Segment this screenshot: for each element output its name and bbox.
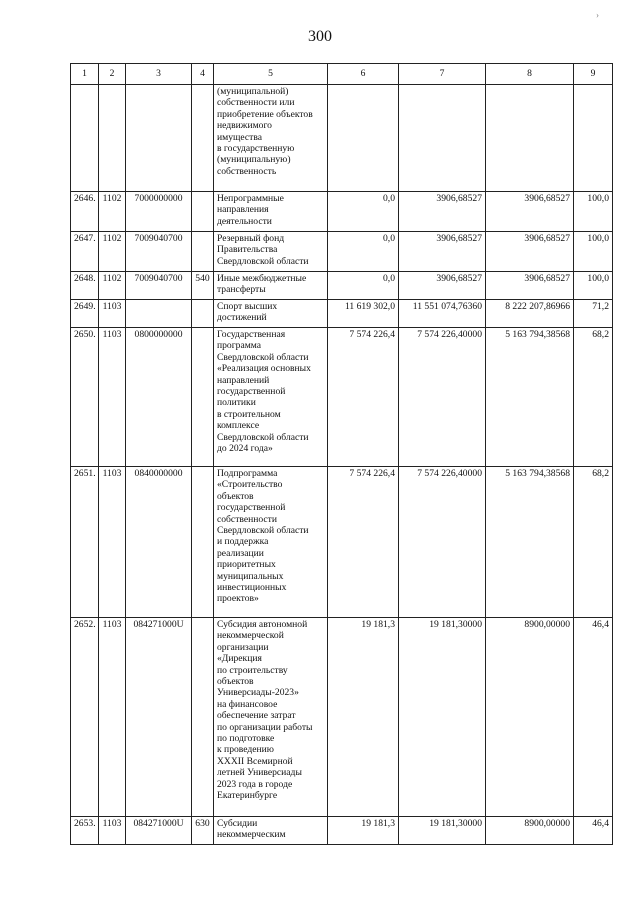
section-code: 1103 bbox=[99, 817, 126, 845]
table-row bbox=[71, 85, 613, 192]
col-header-9: 9 bbox=[574, 64, 613, 85]
approved-amount bbox=[328, 85, 399, 192]
approved-amount: 0,0 bbox=[328, 192, 399, 232]
executed-amount: 5 163 794,38568 bbox=[486, 328, 574, 467]
section-code: 1103 bbox=[99, 300, 126, 328]
item-name: Резервный фонд Правительства Свердловской области bbox=[214, 232, 328, 272]
row-number: 2653. bbox=[71, 817, 99, 845]
table-row bbox=[71, 192, 613, 232]
section-code: 1103 bbox=[99, 328, 126, 467]
approved-amount: 0,0 bbox=[328, 232, 399, 272]
approved-amount: 19 181,3 bbox=[328, 817, 399, 845]
row-number: 2647. bbox=[71, 232, 99, 272]
target-code: 084271000U bbox=[126, 618, 192, 817]
section-code: 1103 bbox=[99, 467, 126, 618]
col-header-5: 5 bbox=[214, 64, 328, 85]
expense-type bbox=[192, 328, 214, 467]
corner-mark: › bbox=[596, 10, 599, 20]
execution-percent: 46,4 bbox=[574, 618, 613, 817]
page-number: 300 bbox=[308, 28, 332, 45]
target-code: 084271000U bbox=[126, 817, 192, 845]
executed-amount: 5 163 794,38568 bbox=[486, 467, 574, 618]
col-header-6: 6 bbox=[328, 64, 399, 85]
execution-percent: 100,0 bbox=[574, 272, 613, 300]
approved-amount: 19 181,3 bbox=[328, 618, 399, 817]
execution-percent: 46,4 bbox=[574, 817, 613, 845]
execution-percent: 100,0 bbox=[574, 232, 613, 272]
section-code: 1103 bbox=[99, 618, 126, 817]
row-number: 2650. bbox=[71, 328, 99, 467]
target-code: 7000000000 bbox=[126, 192, 192, 232]
execution-percent: 71,2 bbox=[574, 300, 613, 328]
expense-type: 630 bbox=[192, 817, 214, 845]
executed-amount: 8900,00000 bbox=[486, 618, 574, 817]
execution-percent: 100,0 bbox=[574, 192, 613, 232]
section-code: 1102 bbox=[99, 272, 126, 300]
table-row bbox=[71, 328, 613, 467]
target-code bbox=[126, 85, 192, 192]
row-number bbox=[71, 85, 99, 192]
expense-type bbox=[192, 467, 214, 618]
item-name: Спорт высших достижений bbox=[214, 300, 328, 328]
target-code: 0840000000 bbox=[126, 467, 192, 618]
table-row bbox=[71, 272, 613, 300]
approved-amount: 7 574 226,4 bbox=[328, 328, 399, 467]
specified-amount: 3906,68527 bbox=[399, 232, 486, 272]
item-name: Субсидии некоммерческим bbox=[214, 817, 328, 845]
specified-amount: 11 551 074,76360 bbox=[399, 300, 486, 328]
executed-amount bbox=[486, 85, 574, 192]
row-number: 2648. bbox=[71, 272, 99, 300]
executed-amount: 3906,68527 bbox=[486, 192, 574, 232]
item-name: Субсидия автономной некоммерческой организации «Дирекция по строительству объектов Универсиады-2023» на финансовое обеспечение затрат по организации работы по подготовке к проведению XXXII Всемирной летней Универсиады 2023 года в городе Екатеринбурге bbox=[214, 618, 328, 817]
approved-amount: 0,0 bbox=[328, 272, 399, 300]
execution-percent bbox=[574, 85, 613, 192]
specified-amount: 7 574 226,40000 bbox=[399, 467, 486, 618]
execution-percent: 68,2 bbox=[574, 328, 613, 467]
item-name: (муниципальной) собственности или приобретение объектов недвижимого имущества в государственную (муниципальную) собственность bbox=[214, 85, 328, 192]
specified-amount bbox=[399, 85, 486, 192]
row-number: 2646. bbox=[71, 192, 99, 232]
table-row bbox=[71, 817, 613, 845]
section-code: 1102 bbox=[99, 232, 126, 272]
section-code: 1102 bbox=[99, 192, 126, 232]
specified-amount: 3906,68527 bbox=[399, 272, 486, 300]
specified-amount: 7 574 226,40000 bbox=[399, 328, 486, 467]
approved-amount: 7 574 226,4 bbox=[328, 467, 399, 618]
budget-table bbox=[70, 63, 613, 845]
executed-amount: 8 222 207,86966 bbox=[486, 300, 574, 328]
specified-amount: 19 181,30000 bbox=[399, 817, 486, 845]
table-row bbox=[71, 300, 613, 328]
col-header-3: 3 bbox=[126, 64, 192, 85]
target-code: 7009040700 bbox=[126, 272, 192, 300]
section-code bbox=[99, 85, 126, 192]
col-header-4: 4 bbox=[192, 64, 214, 85]
col-header-1: 1 bbox=[71, 64, 99, 85]
item-name: Государственная программа Свердловской области «Реализация основных направлений государственной политики в строительном комплексе Свердловской области до 2024 года» bbox=[214, 328, 328, 467]
expense-type: 540 bbox=[192, 272, 214, 300]
table-row bbox=[71, 618, 613, 817]
expense-type bbox=[192, 232, 214, 272]
target-code: 0800000000 bbox=[126, 328, 192, 467]
row-number: 2649. bbox=[71, 300, 99, 328]
expense-type bbox=[192, 192, 214, 232]
executed-amount: 3906,68527 bbox=[486, 272, 574, 300]
item-name: Непрограммные направления деятельности bbox=[214, 192, 328, 232]
row-number: 2651. bbox=[71, 467, 99, 618]
expense-type bbox=[192, 618, 214, 817]
table-row bbox=[71, 232, 613, 272]
specified-amount: 19 181,30000 bbox=[399, 618, 486, 817]
col-header-8: 8 bbox=[486, 64, 574, 85]
col-header-7: 7 bbox=[399, 64, 486, 85]
target-code: 7009040700 bbox=[126, 232, 192, 272]
header-row bbox=[71, 64, 613, 85]
specified-amount: 3906,68527 bbox=[399, 192, 486, 232]
row-number: 2652. bbox=[71, 618, 99, 817]
executed-amount: 8900,00000 bbox=[486, 817, 574, 845]
item-name: Иные межбюджетные трансферты bbox=[214, 272, 328, 300]
col-header-2: 2 bbox=[99, 64, 126, 85]
item-name: Подпрограмма «Строительство объектов государственной собственности Свердловской области и поддержка реализации приоритетных муниципальных инвестиционных проектов» bbox=[214, 467, 328, 618]
target-code bbox=[126, 300, 192, 328]
table-row bbox=[71, 467, 613, 618]
approved-amount: 11 619 302,0 bbox=[328, 300, 399, 328]
expense-type bbox=[192, 300, 214, 328]
executed-amount: 3906,68527 bbox=[486, 232, 574, 272]
expense-type bbox=[192, 85, 214, 192]
execution-percent: 68,2 bbox=[574, 467, 613, 618]
